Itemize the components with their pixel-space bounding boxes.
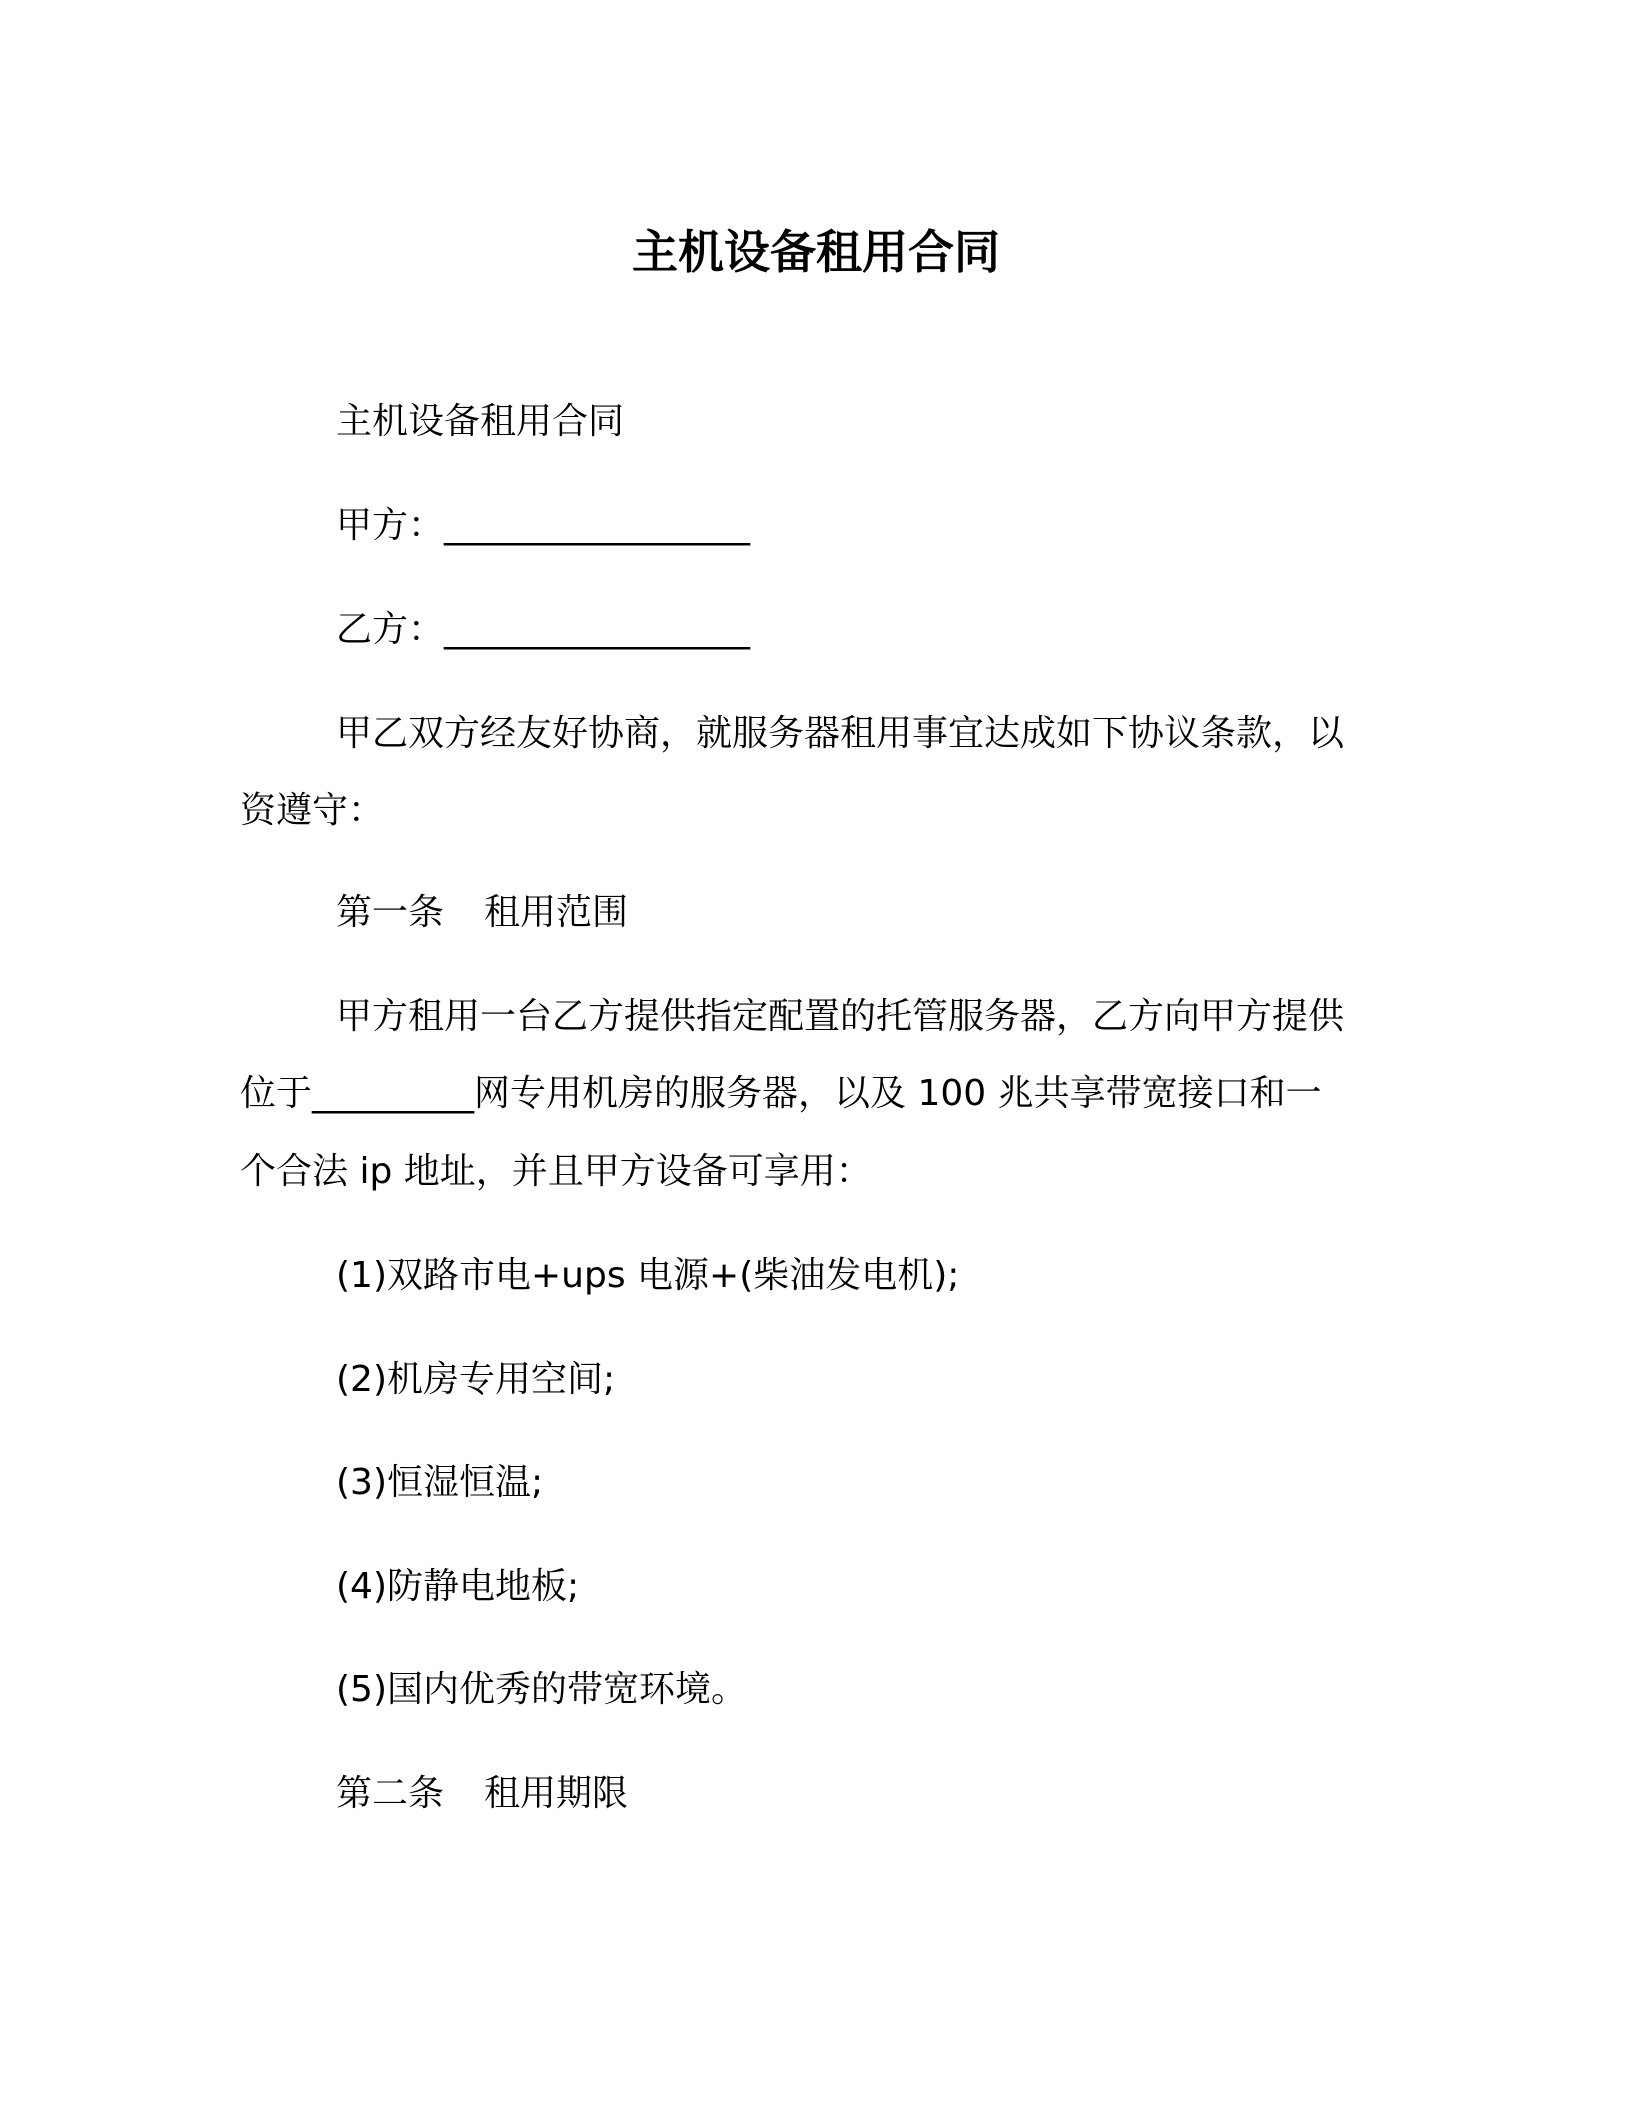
party-b-line: 乙方：_________________ (336, 609, 751, 650)
article-1-body-line-2: 位于_________网专用机房的服务器，以及 100 兆共享带宽接口和一 (240, 1073, 1322, 1114)
list-item-1: (1)双路市电+ups 电源+(柴油发电机); (336, 1255, 960, 1296)
list-item-5: (5)国内优秀的带宽环境。 (336, 1669, 747, 1710)
intro-paragraph-line-2: 资遵守： (240, 790, 385, 831)
party-a-line: 甲方：_________________ (336, 505, 751, 546)
article-2-heading (336, 1770, 628, 1818)
document-title: 主机设备租用合同 (632, 225, 1000, 279)
article-1-body-line-1: 甲方租用一台乙方提供指定配置的托管服务器，乙方向甲方提供 (336, 996, 1345, 1037)
list-item-4: (4)防静电地板; (336, 1566, 580, 1607)
article-1-heading (336, 889, 628, 937)
contract-name-line: 主机设备租用合同 (336, 401, 625, 442)
list-item-3: (3)恒湿恒温; (336, 1462, 544, 1503)
intro-paragraph-line-1: 甲乙双方经友好协商，就服务器租用事宜达成如下协议条款，以 (336, 713, 1345, 754)
list-item-2: (2)机房专用空间; (336, 1359, 616, 1400)
article-1-number: 第一条 (336, 892, 445, 933)
article-2-number: 第二条 (336, 1773, 445, 1814)
article-1-title: 租用范围 (484, 892, 629, 933)
article-1-body-line-3: 个合法 ip 地址，并且甲方设备可享用： (240, 1151, 872, 1192)
article-2-title: 租用期限 (484, 1773, 629, 1814)
